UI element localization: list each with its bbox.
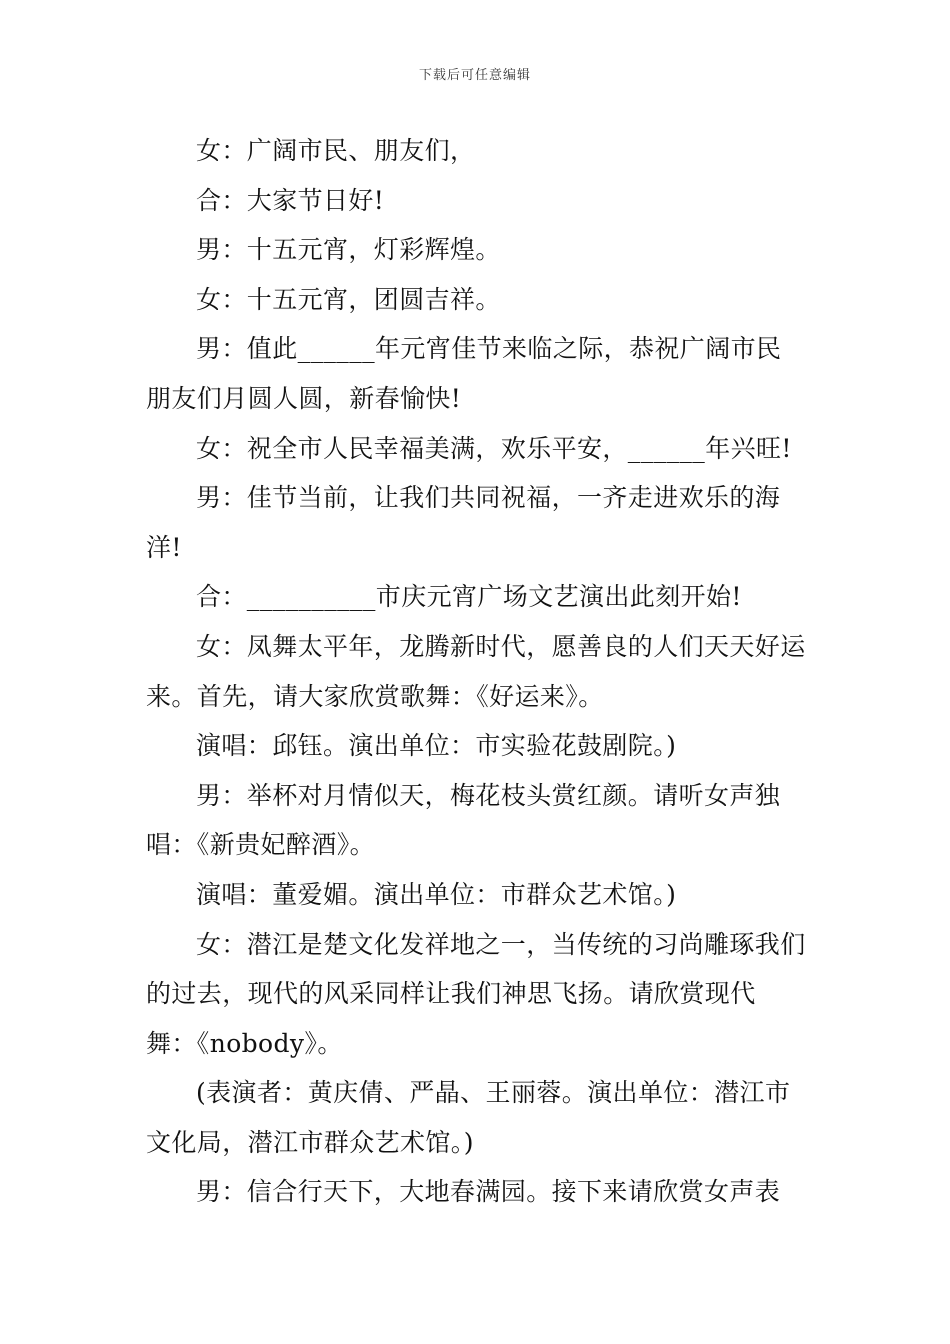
paragraph: 男：十五元宵，灯彩辉煌。 (196, 235, 501, 265)
paragraph: 演唱：邱钰。演出单位：市实验花鼓剧院。) (196, 731, 677, 761)
paragraph: 女：潜江是楚文化发祥地之一，当传统的习尚雕琢我们的过去，现代的风采同样让我们神思飞扬。请欣赏现代舞：《nobody》。 (146, 929, 806, 1058)
page-header: 下载后可任意编辑 (418, 68, 531, 83)
paragraph: 男：举杯对月情似天，梅花枝头赏红颜。请听女声独唱：《新贵妃醉酒》。 (146, 780, 781, 860)
paragraph: 合：大家节日好! (196, 185, 385, 215)
paragraph: 男：值此______年元宵佳节来临之际，恭祝广阔市民朋友们月圆人圆，新春愉快! (146, 334, 782, 413)
paragraph: 女：祝全市人民幸福美满，欢乐平安，______年兴旺! (196, 433, 792, 463)
paragraph: 女：十五元宵，团圆吉祥。 (196, 284, 501, 314)
paragraph: 合：__________市庆元宵广场文艺演出此刻开始! (196, 582, 742, 612)
paragraph: 演唱：董爱媚。演出单位：市群众艺术馆。) (196, 879, 677, 909)
paragraph: (表演者：黄庆倩、严晶、王丽蓉。演出单位：潜江市文化局，潜江市群众艺术馆。) (146, 1078, 791, 1157)
document-body (146, 126, 806, 1217)
paragraph: 女：凤舞太平年，龙腾新时代，愿善良的人们天天好运来。首先，请大家欣赏歌舞：《好运来》。 (146, 631, 806, 711)
paragraph: 男：佳节当前，让我们共同祝福，一齐走进欢乐的海洋! (146, 483, 781, 562)
paragraph: 女：广阔市民、朋友们， (196, 136, 476, 165)
paragraph: 男：信合行天下，大地春满园。接下来请欣赏女声表 (196, 1177, 781, 1207)
